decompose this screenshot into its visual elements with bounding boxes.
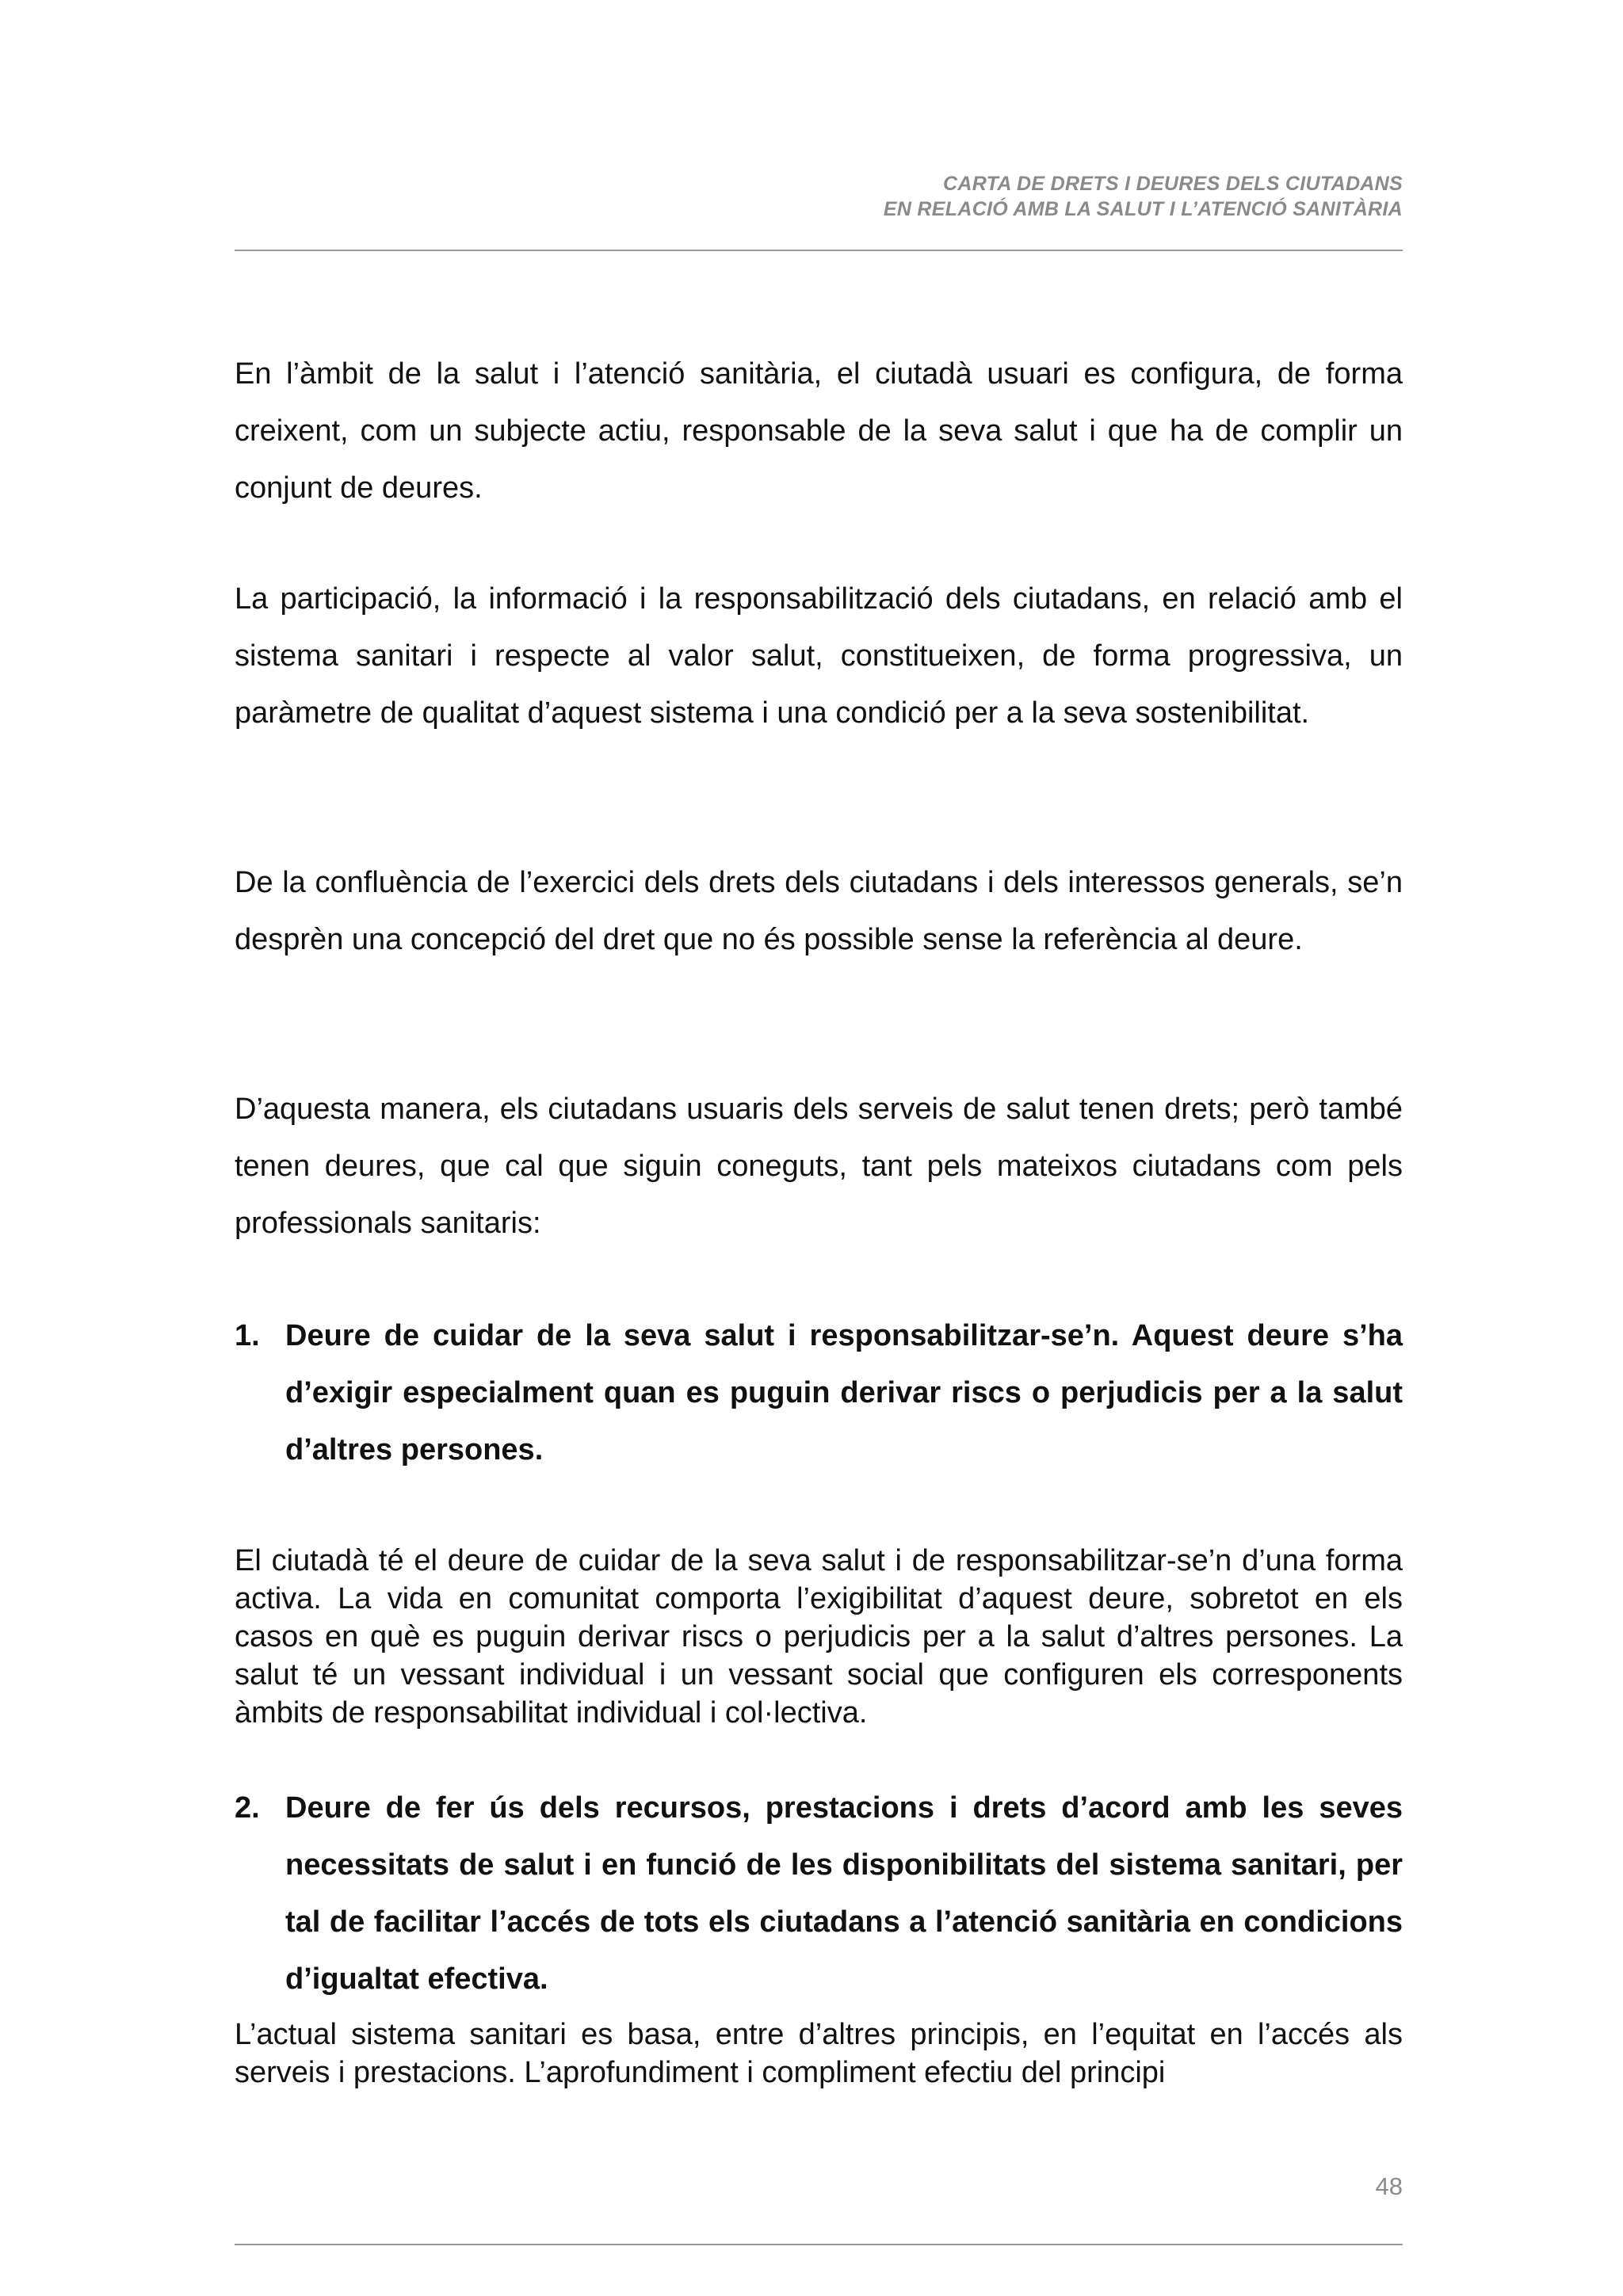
header-line-1: CARTA DE DRETS I DEURES DELS CIUTADANS bbox=[943, 173, 1403, 195]
paragraph-5: El ciutadà té el deure de cuidar de la seva salut i de responsabilitzar-se’n d’una forma activa. La vida en comunitat comporta l’exigibilitat d’aquest deure, sobretot en els casos en què es puguin derivar riscs o perjudicis per a la salut d’altres persones. La salut té un vessant individual i un vessant social que configuren els corresponents àmbits de responsabilitat individual i col·lectiva. bbox=[235, 1544, 1403, 1730]
duty-item-text: Deure de fer ús dels recursos, prestacions i drets d’acord amb les seves necessitats de salut i en funció de les disponibilitats del sistema sanitari, per tal de facilitar l’accés de tots els ciutadans a l’atenció sanitària en condicions d’igualtat efectiva. bbox=[285, 1791, 1403, 1996]
duty-item-number: 1. bbox=[235, 1319, 260, 1352]
duty-item-number: 2. bbox=[235, 1791, 260, 1825]
footer-rule bbox=[235, 2244, 1403, 2245]
header-line-2: EN RELACIÓ AMB LA SALUT I L’ATENCIÓ SANITÀRIA bbox=[883, 198, 1403, 220]
duty-item-2 bbox=[235, 1779, 1403, 2008]
page-number: 48 bbox=[1375, 2172, 1403, 2200]
paragraph-2: La participació, la informació i la responsabilització dels ciutadans, en relació amb el sistema sanitari i respecte al valor salut, constitueixen, de forma progressiva, un paràmetre de qualitat d’aquest sistema i una condició per a la seva sostenibilitat. bbox=[235, 582, 1403, 730]
running-header bbox=[235, 171, 1403, 222]
duty-item-text: Deure de cuidar de la seva salut i responsabilitzar-se’n. Aquest deure s’ha d’exigir especialment quan es puguin derivar riscs o perjudicis per a la salut d’altres persones. bbox=[285, 1319, 1403, 1466]
paragraph-6: L’actual sistema sanitari es basa, entre d’altres principis, en l’equitat en l’accés als serveis i prestacions. L’aprofundiment i compliment efectiu del principi bbox=[235, 2018, 1403, 2089]
paragraph-3: De la confluència de l’exercici dels drets dels ciutadans i dels interessos generals, se’n desprèn una concepció del dret que no és possible sense la referència al deure. bbox=[235, 866, 1403, 956]
paragraph-4: D’aquesta manera, els ciutadans usuaris dels serveis de salut tenen drets; però també tenen deures, que cal que siguin coneguts, tant pels mateixos ciutadans com pels professionals sanitaris: bbox=[235, 1093, 1403, 1240]
duty-item-1 bbox=[235, 1307, 1403, 1478]
header-rule bbox=[235, 250, 1403, 251]
paragraph-1: En l’àmbit de la salut i l’atenció sanitària, el ciutadà usuari es configura, de forma creixent, com un subjecte actiu, responsable de la seva salut i que ha de complir un conjunt de deures. bbox=[235, 357, 1403, 505]
